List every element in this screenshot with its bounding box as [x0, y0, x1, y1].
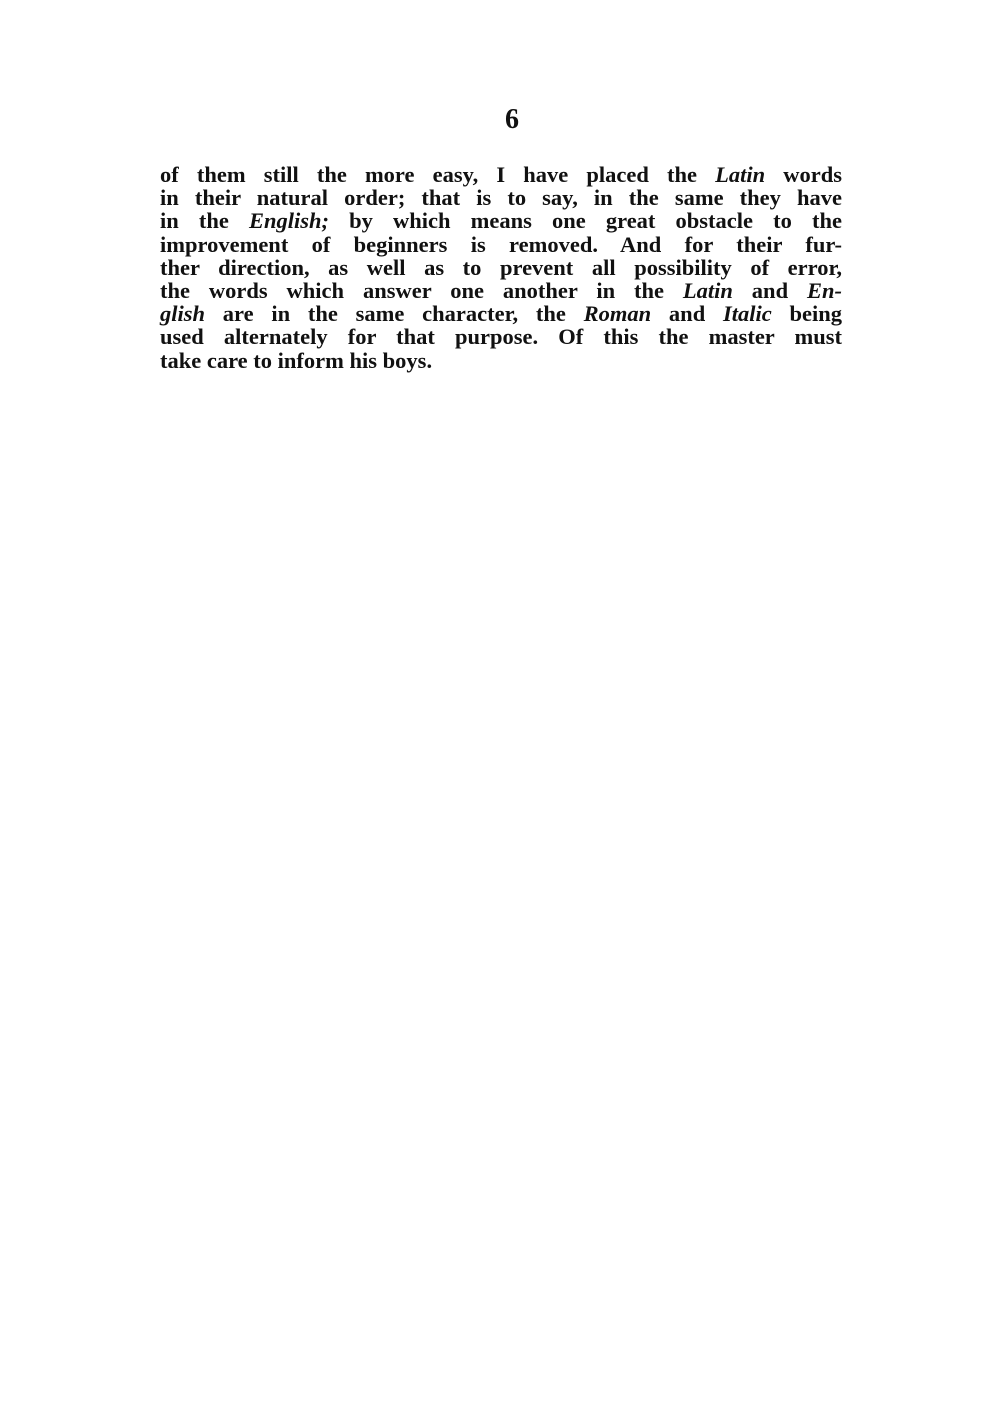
text-run: improvement of beginners is removed. And for their fur- — [160, 231, 842, 257]
text-run: being — [771, 301, 842, 327]
text-line — [160, 186, 842, 209]
text-run: ther direction, as well as to prevent all possibility of error, — [160, 254, 842, 280]
italic-text-run: Roman — [583, 301, 652, 327]
text-run: words — [765, 162, 842, 187]
text-run: are in the same character, the — [205, 301, 584, 327]
text-run: of them still the more easy, I have placed the — [160, 162, 716, 187]
italic-text-run: Italic — [722, 301, 772, 327]
text-line — [160, 163, 842, 186]
page-number: 6 — [505, 104, 519, 135]
italic-text-run: Latin — [715, 162, 766, 187]
text-line — [160, 256, 842, 279]
italic-text-run: glish — [160, 301, 206, 327]
text-line — [160, 233, 842, 256]
text-line — [160, 209, 842, 232]
text-run: by which means one great obstacle to the — [329, 208, 842, 234]
italic-text-run: Latin — [682, 277, 733, 303]
text-run: in their natural order; that is to say, in the same they have — [160, 185, 842, 211]
text-run: and — [651, 301, 723, 327]
text-line — [160, 279, 842, 302]
body-paragraph — [160, 163, 842, 372]
text-run: in the — [160, 208, 249, 234]
italic-text-run: English; — [248, 208, 330, 234]
text-run: used alternately for that purpose. Of this the master must — [160, 324, 842, 350]
text-run: take care to inform his boys. — [160, 347, 433, 373]
text-line — [160, 302, 842, 325]
text-run: and — [732, 277, 807, 303]
text-line — [160, 349, 842, 372]
text-run: the words which answer one another in the — [160, 277, 683, 303]
italic-text-run: En- — [806, 277, 842, 303]
text-line — [160, 325, 842, 348]
